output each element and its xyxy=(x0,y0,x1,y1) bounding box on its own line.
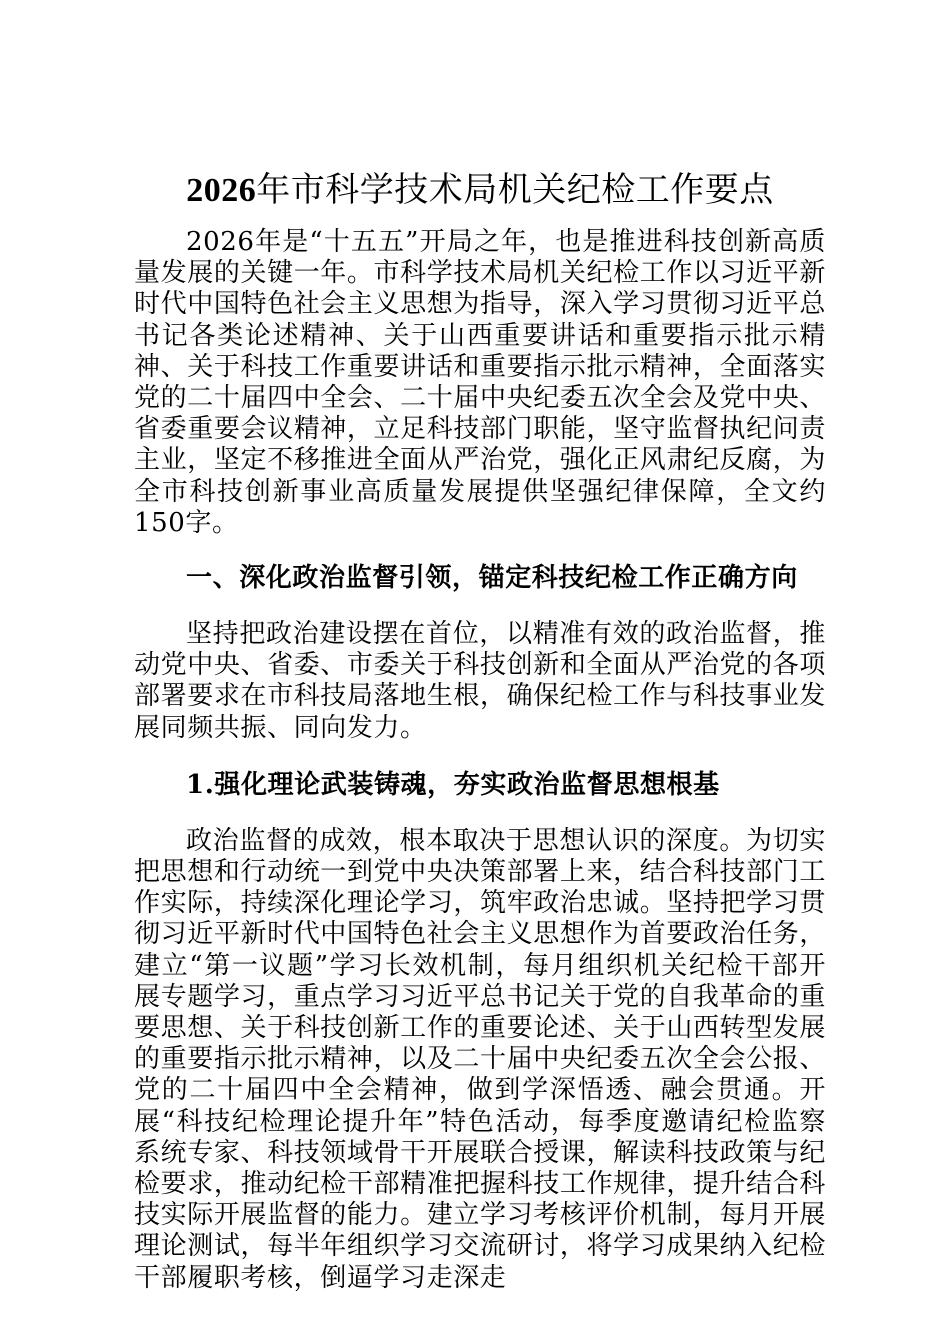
title-year: 2026 xyxy=(186,172,257,209)
title-text: 年市科学技术局机关纪检工作要点 xyxy=(256,170,774,210)
subsection-heading: 1.强化理论武装铸魂，夯实政治监督思想根基 xyxy=(186,769,720,800)
spacer xyxy=(134,744,826,770)
subsection-paragraph: 政治监督的成效，根本取决于思想认识的深度。为切实把思想和行动统一到党中央决策部署上来，结合科技部门工作实际，持续深化理论学习，筑牢政治忠诚。坚持把学习贯彻习近平新时代中国特色社会主义思想作为首要政治任务，建立“第一议题”学习长效机制，每月组织机关纪检干部开展专题学习，重点学习习近平总书记关于党的自我革命的重要思想、关于科技创新工作的重要论述、关于山西转型发展的重要指示批示精神，以及二十届中央纪委五次全会公报、党的二十届四中全会精神，做到学深悟透、融会贯通。开展“科技纪检理论提升年”特色活动，每季度邀请纪检监察系统专家、科技领域骨干开展联合授课，解读科技政策与纪检要求，推动纪检干部精准把握科技工作规律，提升结合科技实际开展监督的能力。建立学习考核评价机制，每月开展理论测试，每半年组织学习交流研讨，将学习成果纳入纪检干部履职考核，倒逼学习走深走 xyxy=(134,825,826,1293)
spacer xyxy=(134,801,826,826)
intro-paragraph: 2026年是“十五五”开局之年，也是推进科技创新高质量发展的关键一年。市科学技术局机关纪检工作以习近平新时代中国特色社会主义思想为指导，深入学习贯彻习近平总书记各类论述精神、关于山西重要讲话和重要指示批示精神、关于科技工作重要讲话和重要指示批示精神，全面落实党的二十届四中全会、二十届中央纪委五次全会及党中央、省委重要会议精神，立足科技部门职能，坚守监督执纪问责主业，坚定不移推进全面从严治党，强化正风肃纪反腐，为全市科技创新事业高质量发展提供坚强纪律保障，全文约150字。 xyxy=(134,227,826,538)
document-title xyxy=(134,168,826,213)
section-paragraph: 坚持把政治建设摆在首位，以精准有效的政治监督，推动党中央、省委、市委关于科技创新和全面从严治党的各项部署要求在市科技局落地生根，确保纪检工作与科技事业发展同频共振、同向发力。 xyxy=(134,619,826,743)
spacer xyxy=(134,539,826,563)
section-heading: 一、深化政治监督引领，锚定科技纪检工作正确方向 xyxy=(186,563,798,594)
document-content xyxy=(134,168,826,1294)
spacer xyxy=(134,594,826,619)
